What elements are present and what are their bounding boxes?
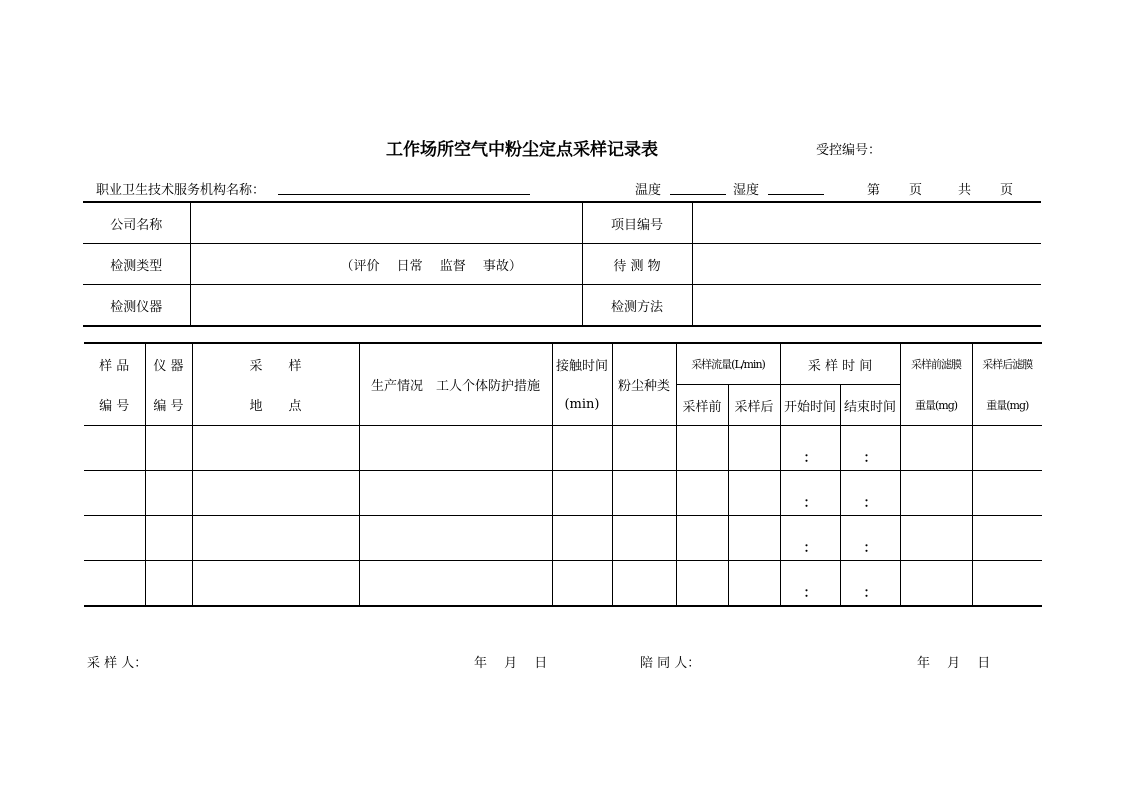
pre-weight-header-1: 采样前滤膜 xyxy=(900,343,972,385)
table-cell[interactable] xyxy=(145,561,192,607)
project-no-label: 项目编号 xyxy=(582,202,692,244)
project-no-field[interactable] xyxy=(692,202,1041,244)
time-cell[interactable]: ： xyxy=(840,471,900,516)
sampling-table xyxy=(84,342,1042,607)
company-label: 公司名称 xyxy=(83,202,190,244)
contact-time-header-1: 接触时间 xyxy=(552,343,612,385)
detect-type-options[interactable] xyxy=(190,244,582,285)
page-ye: 页 xyxy=(909,183,923,198)
table-cell[interactable] xyxy=(676,516,728,561)
table-cell[interactable] xyxy=(359,561,552,607)
table-cell[interactable] xyxy=(900,471,972,516)
org-name-label: 职业卫生技术服务机构名称： xyxy=(96,183,266,198)
table-cell[interactable] xyxy=(676,426,728,471)
time-cell[interactable]: ： xyxy=(840,516,900,561)
table-cell[interactable] xyxy=(972,516,1042,561)
table-cell[interactable] xyxy=(612,516,676,561)
flow-header: 采样流量(L/min) xyxy=(676,343,780,385)
control-number-label: 受控编号： xyxy=(816,143,882,158)
pre-weight-header-2: 重量(mg) xyxy=(900,385,972,426)
org-name-field[interactable] xyxy=(278,180,530,195)
table-cell[interactable] xyxy=(552,516,612,561)
table-cell[interactable] xyxy=(612,426,676,471)
analyte-field[interactable] xyxy=(692,244,1041,285)
post-weight-header-2: 重量(mg) xyxy=(972,385,1042,426)
sample-no-header-1: 样 品 xyxy=(84,343,145,385)
table-cell[interactable] xyxy=(84,426,145,471)
table-cell[interactable] xyxy=(728,561,780,607)
table-cell[interactable] xyxy=(359,426,552,471)
time-cell[interactable]: ： xyxy=(780,471,840,516)
page-gong: 共 xyxy=(958,183,972,198)
flow-after-header: 采样后 xyxy=(728,385,780,426)
post-weight-header-1: 采样后滤膜 xyxy=(972,343,1042,385)
companion-date: 年 月 日 xyxy=(917,656,991,671)
table-cell[interactable] xyxy=(84,516,145,561)
table-cell[interactable] xyxy=(552,426,612,471)
table-cell[interactable] xyxy=(84,561,145,607)
table-cell[interactable] xyxy=(728,426,780,471)
sample-no-header-2: 编 号 xyxy=(84,385,145,426)
table-cell[interactable] xyxy=(192,561,359,607)
dust-type-header: 粉尘种类 xyxy=(612,343,676,426)
table-cell[interactable] xyxy=(676,561,728,607)
table-cell[interactable] xyxy=(84,471,145,516)
site-header-1: 采 样 xyxy=(192,343,359,385)
info-table xyxy=(83,201,1041,327)
table-row xyxy=(84,516,1042,561)
detect-type-label: 检测类型 xyxy=(83,244,190,285)
table-cell[interactable] xyxy=(972,426,1042,471)
table-cell[interactable] xyxy=(359,471,552,516)
temperature-field[interactable] xyxy=(670,180,726,195)
table-cell[interactable] xyxy=(192,516,359,561)
production-header: 生产情况 工人个体防护措施 xyxy=(359,343,552,426)
table-cell[interactable] xyxy=(612,561,676,607)
contact-time-header-2: (min) xyxy=(552,385,612,426)
time-cell[interactable]: ： xyxy=(780,426,840,471)
table-cell[interactable] xyxy=(552,561,612,607)
table-cell[interactable] xyxy=(145,516,192,561)
temperature-label: 温度 xyxy=(635,183,662,198)
method-field[interactable] xyxy=(692,285,1041,327)
time-cell[interactable]: ： xyxy=(840,561,900,607)
table-cell[interactable] xyxy=(728,471,780,516)
instrument-no-header-1: 仪 器 xyxy=(145,343,192,385)
instrument-label: 检测仪器 xyxy=(83,285,190,327)
page-title: 工作场所空气中粉尘定点采样记录表 xyxy=(386,140,658,160)
flow-before-header: 采样前 xyxy=(676,385,728,426)
companion-label: 陪 同 人： xyxy=(640,656,701,671)
site-header-2: 地 点 xyxy=(192,385,359,426)
table-cell[interactable] xyxy=(728,516,780,561)
table-cell[interactable] xyxy=(612,471,676,516)
table-row xyxy=(84,471,1042,516)
table-cell[interactable] xyxy=(145,471,192,516)
table-cell[interactable] xyxy=(676,471,728,516)
page-di: 第 xyxy=(867,183,881,198)
table-cell[interactable] xyxy=(900,426,972,471)
detect-type-text: （评价 日常 监督 事故） xyxy=(340,258,522,274)
table-row xyxy=(84,561,1042,607)
end-time-header: 结束时间 xyxy=(840,385,900,426)
table-cell[interactable] xyxy=(192,471,359,516)
humidity-label: 湿度 xyxy=(733,183,760,198)
company-field[interactable] xyxy=(190,202,582,244)
sampling-time-header: 采 样 时 间 xyxy=(780,343,900,385)
method-label: 检测方法 xyxy=(582,285,692,327)
table-cell[interactable] xyxy=(145,426,192,471)
analyte-label: 待 测 物 xyxy=(582,244,692,285)
sampler-label: 采 样 人： xyxy=(87,656,148,671)
sampler-date: 年 月 日 xyxy=(474,656,548,671)
table-cell[interactable] xyxy=(972,471,1042,516)
page-ye-total: 页 xyxy=(1000,183,1014,198)
time-cell[interactable]: ： xyxy=(840,426,900,471)
table-cell[interactable] xyxy=(552,471,612,516)
table-cell[interactable] xyxy=(359,516,552,561)
table-row xyxy=(84,426,1042,471)
instrument-field[interactable] xyxy=(190,285,582,327)
instrument-no-header-2: 编 号 xyxy=(145,385,192,426)
start-time-header: 开始时间 xyxy=(780,385,840,426)
time-cell[interactable]: ： xyxy=(780,516,840,561)
table-cell[interactable] xyxy=(900,561,972,607)
table-cell[interactable] xyxy=(192,426,359,471)
time-cell[interactable]: ： xyxy=(780,561,840,607)
humidity-field[interactable] xyxy=(768,180,824,195)
table-cell[interactable] xyxy=(900,516,972,561)
table-cell[interactable] xyxy=(972,561,1042,607)
